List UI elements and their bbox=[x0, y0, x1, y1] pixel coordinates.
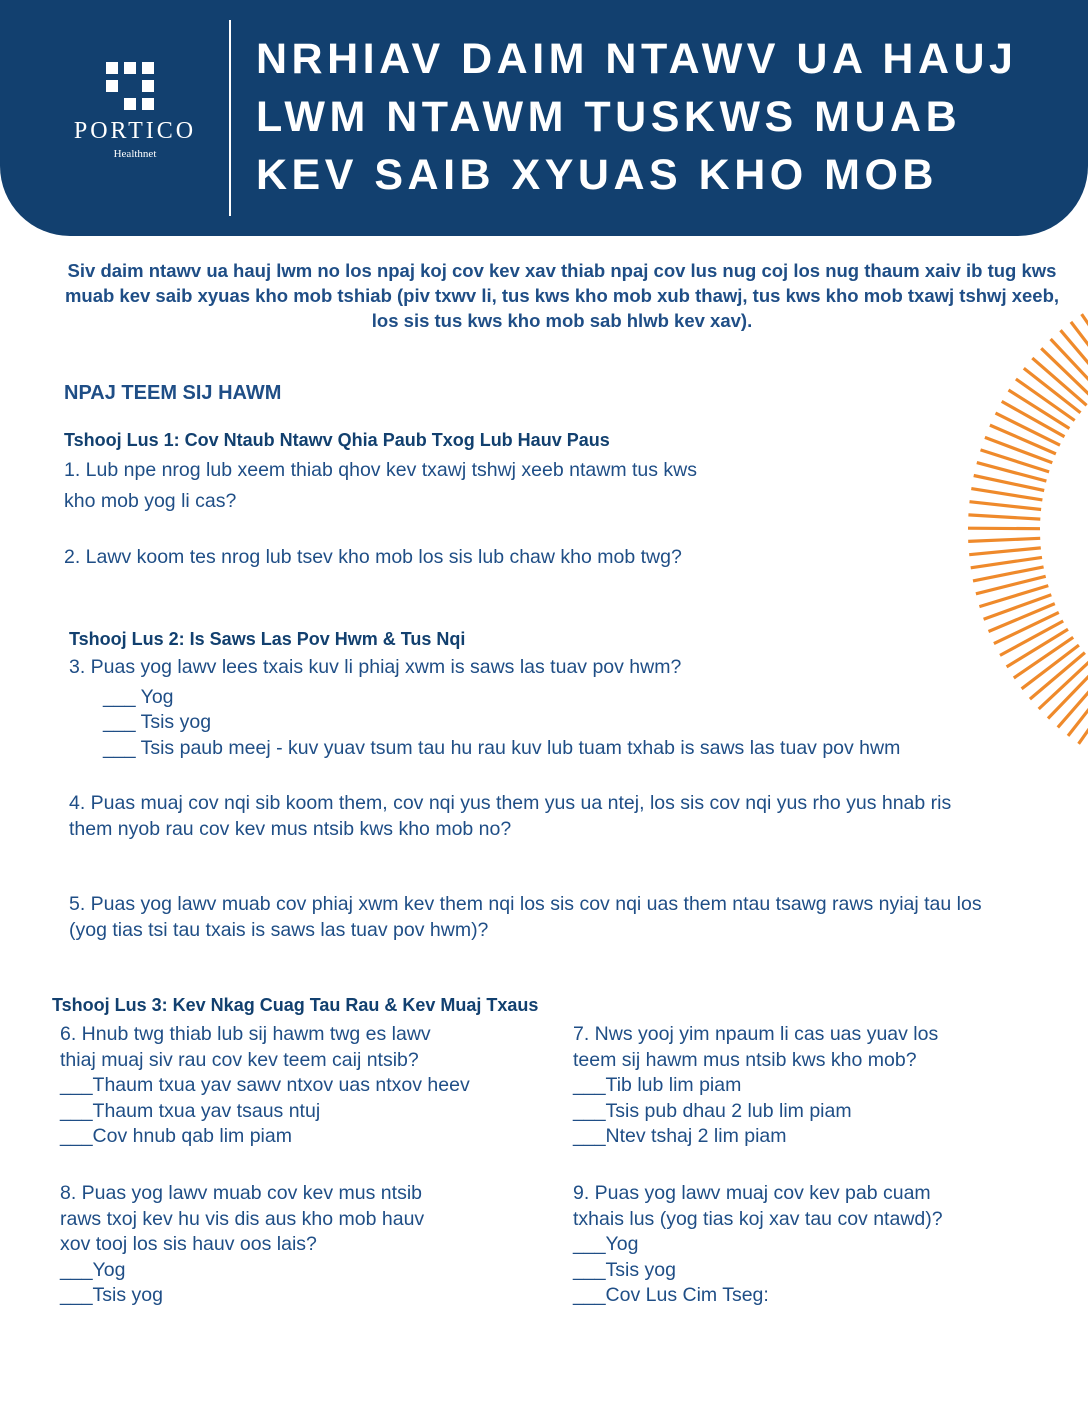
q9-line: txhais lus (yog tias koj xav tau cov ntawd)? bbox=[573, 1207, 943, 1230]
question-8 bbox=[60, 1181, 424, 1309]
section-title: NPAJ TEEM SIJ HAWM bbox=[64, 382, 282, 404]
question-1: 1. Lub npe nrog lub xeem thiab qhov kev txawj tshwj xeeb ntawm tus kws kho mob yog li cas? bbox=[64, 459, 697, 512]
sunburst-ray bbox=[969, 548, 1041, 555]
header-banner bbox=[0, 0, 1088, 236]
q9-option-notes[interactable]: ___Cov Lus Cim Tseg: bbox=[573, 1284, 769, 1306]
question-9 bbox=[573, 1181, 943, 1309]
portico-logo bbox=[60, 58, 210, 168]
sunburst-ray bbox=[968, 528, 1040, 529]
q7-option-over-2-weeks[interactable]: ___Ntev tshaj 2 lim piam bbox=[573, 1125, 787, 1147]
q6-option-evening[interactable]: ___Thaum txua yav tsaus ntuj bbox=[60, 1099, 321, 1122]
q6-line: 6. Hnub twg thiab lub sij hawm twg es lawv bbox=[60, 1023, 431, 1045]
step1-heading: Tshooj Lus 1: Cov Ntaub Ntawv Qhia Paub Txog Lub Hauv Paus bbox=[64, 430, 610, 450]
q9-line: 9. Puas yog lawv muaj cov kev pab cuam bbox=[573, 1182, 931, 1204]
title-line: NRHIAV DAIM NTAWV UA HAUJ bbox=[256, 35, 1018, 83]
question-6 bbox=[60, 1022, 470, 1150]
sunburst-ray bbox=[971, 557, 1042, 567]
q8-line: raws txoj kev hu vis dis aus kho mob hauv bbox=[60, 1207, 425, 1230]
question-7 bbox=[573, 1022, 938, 1150]
q7-line: teem sij hawm mus ntsib kws kho mob? bbox=[573, 1048, 917, 1071]
title-line: LWM NTAWM TUSKWS MUAB bbox=[256, 93, 962, 141]
sunburst-ray bbox=[985, 437, 1052, 462]
intro-text: Siv daim ntawv ua hauj lwm no los npaj koj cov kev xav thiab npaj cov lus nug coj los nug thaum xaiv ib tug kws muab kev saib xyuas kho mob tshiab (piv txwv li, tus kws kho mob xub thawj, tus kws kho mob txawj tshwj xeeb, los sis tus kws kho mob sab hlwb kev xav). bbox=[64, 260, 1060, 331]
q6-option-early-morning[interactable]: ___Thaum txua yav sawv ntxov uas ntxov heev bbox=[60, 1074, 470, 1096]
q7-option-same-week[interactable]: ___Tib lub lim piam bbox=[573, 1074, 742, 1096]
sunburst-ray bbox=[971, 489, 1042, 500]
header-divider bbox=[229, 20, 231, 216]
q3-option-unsure[interactable]: ___ Tsis paub meej - kuv yuav tsum tau hu rau kuv lub tuam txhab is saws las tuav pov hwm bbox=[103, 737, 901, 759]
question-4: 4. Puas muaj cov nqi sib koom them, cov nqi yus them yus ua ntej, los sis cov nqi yus rho yus hnab ris them nyob rau cov kev mus ntsib kws kho mob no? bbox=[69, 792, 952, 840]
question-2: 2. Lawv koom tes nrog lub tsev kho mob los sis lub chaw kho mob twg? bbox=[64, 546, 682, 568]
step3-heading: Tshooj Lus 3: Kev Nkag Cuag Tau Rau & Kev Muaj Txaus bbox=[52, 995, 539, 1015]
sunburst-ray bbox=[1051, 339, 1088, 392]
q8-line: 8. Puas yog lawv muab cov kev mus ntsib bbox=[60, 1182, 422, 1204]
logo-grid-icon bbox=[106, 62, 154, 110]
q7-option-within-2-weeks[interactable]: ___Tsis pub dhau 2 lub lim piam bbox=[573, 1099, 852, 1122]
title-line: KEV SAIB XYUAS KHO MOB bbox=[256, 151, 938, 199]
q8-option-yes[interactable]: ___Yog bbox=[60, 1258, 126, 1281]
question-5: 5. Puas yog lawv muab cov phiaj xwm kev them nqi los sis cov nqi uas them ntau tsawg raws nyiaj tau los (yog tias tsi tau txais is saws las tuav pov hwm)? bbox=[69, 893, 982, 941]
sunburst-ray bbox=[970, 502, 1042, 510]
q7-line: 7. Nws yooj yim npaum li cas uas yuav los bbox=[573, 1023, 939, 1045]
sunburst-ray bbox=[981, 450, 1050, 472]
q8-line: xov tooj los sis hauv oos lais? bbox=[60, 1233, 317, 1255]
q9-option-no[interactable]: ___Tsis yog bbox=[573, 1258, 676, 1281]
q8-option-no[interactable]: ___Tsis yog bbox=[60, 1284, 163, 1306]
page-title bbox=[256, 30, 1076, 204]
question-3: 3. Puas yog lawv lees txais kuv li phiaj xwm is saws las tuav pov hwm? bbox=[69, 656, 682, 678]
sunburst-ray bbox=[968, 515, 1040, 519]
step2-heading: Tshooj Lus 2: Is Saws Las Pov Hwm & Tus Nqi bbox=[69, 629, 466, 649]
q3-option-yes[interactable]: ___ Yog bbox=[103, 686, 174, 708]
q9-option-yes[interactable]: ___Yog bbox=[573, 1233, 639, 1255]
logo-subtitle: Healthnet bbox=[113, 148, 157, 160]
q3-option-no[interactable]: ___ Tsis yog bbox=[103, 711, 212, 733]
sunburst-ray bbox=[984, 595, 1052, 620]
sunburst-decoration bbox=[900, 260, 1088, 820]
sunburst-ray bbox=[968, 538, 1040, 541]
logo-wordmark: PORTICO bbox=[73, 118, 197, 144]
q6-option-weekend[interactable]: ___Cov hnub qab lim piam bbox=[60, 1125, 292, 1147]
q6-line: thiaj muaj siv rau cov kev teem caij ntsib? bbox=[60, 1048, 419, 1071]
